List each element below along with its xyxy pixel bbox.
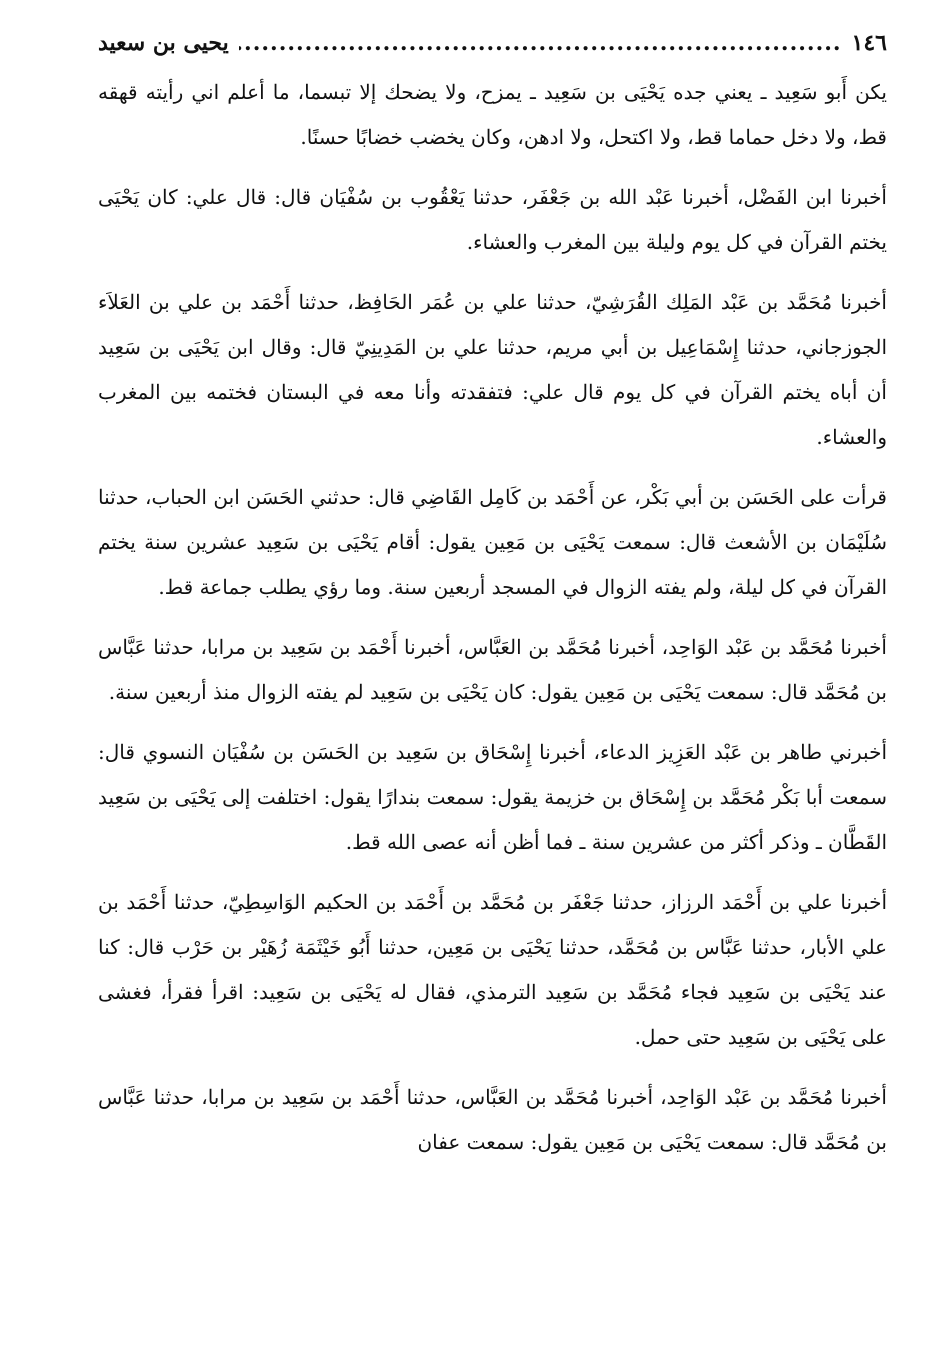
paragraph: أخبرنا علي بن أَحْمَد الرزاز، حدثنا جَعْفَر بن مُحَمَّد بن أَحْمَد بن الحكيم الوَاسِطِيّ، حدثنا أَحْمَد بن علي الأبار، حدثنا عَبَّاس بن مُحَمَّد، حدثنا يَحْيَى بن مَعِين، حدثنا أَبُو خَيْثَمَة زُهَيْر بن حَرْب قال: كنا عند يَحْيَى بن سَعِيد فجاء مُحَمَّد بن سَعِيد الترمذي، فقال له يَحْيَى بن سَعِيد: اقرأ فقرأ، فغشى على يَحْيَى بن سَعِيد حتى حمل. [98,890,887,1049]
paragraph: أخبرنا مُحَمَّد بن عَبْد المَلِك القُرَشِيّ، حدثنا علي بن عُمَر الحَافِظ، حدثنا أَحْمَد بن علي بن العَلاَء الجوزجاني، حدثنا إِسْمَاعِيل بن أبي مريم، حدثنا علي بن المَدِينِيّ قال: وقال ابن يَحْيَى بن سَعِيد أن أباه يختم القرآن في كل يوم قال علي: فتفقدته وأنا معه في البستان فختمه بين المغرب والعشاء. [98,290,887,449]
page-number: ١٤٦ [851,30,887,56]
page-body [98,70,887,1165]
paragraph: يكن أَبو سَعِيد ـ يعني جده يَحْيَى بن سَعِيد ـ يمزح، ولا يضحك إلا تبسما، ما أعلم اني رأيته قهقه قط، ولا دخل حماما قط، ولا اكتحل، ولا ادهن، وكان يخضب خضابًا حسنًا. [98,80,887,149]
running-head [98,30,887,70]
running-title: يحيى بن سعيد [98,30,229,56]
paragraph: أخبرنا مُحَمَّد بن عَبْد الوَاحِد، أخبرنا مُحَمَّد بن العَبَّاس، حدثنا أَحْمَد بن سَعِيد بن مرابا، حدثنا عَبَّاس بن مُحَمَّد قال: سمعت يَحْيَى بن مَعِين يقول: سمعت عفان [98,1085,887,1154]
dot-leader [239,30,842,56]
paragraph: أخبرني طاهر بن عَبْد العَزِيز الدعاء، أخبرنا إِسْحَاق بن سَعِيد بن الحَسَن بن سُفْيَان النسوي قال: سمعت أبا بَكْر مُحَمَّد بن إِسْحَاق بن خزيمة يقول: سمعت بندارًا يقول: اختلفت إلى يَحْيَى بن سَعِيد القَطَّان ـ وذكر أكثر من عشرين سنة ـ فما أظن أنه عصى الله قط. [98,740,887,854]
paragraph: أخبرنا ابن الفَضْل، أخبرنا عَبْد الله بن جَعْفَر، حدثنا يَعْقُوب بن سُفْيَان قال: قال علي: كان يَحْيَى يختم القرآن في كل يوم وليلة بين المغرب والعشاء. [98,185,887,254]
paragraph: قرأت على الحَسَن بن أبي بَكْر، عن أَحْمَد بن كَامِل القَاضِي قال: حدثني الحَسَن ابن الحباب، حدثنا سُلَيْمَان بن الأشعث قال: سمعت يَحْيَى بن مَعِين يقول: أقام يَحْيَى بن سَعِيد عشرين سنة يختم القرآن في كل ليلة، ولم يفته الزوال في المسجد أربعين سنة. وما رؤي يطلب جماعة قط. [98,485,887,599]
paragraph: أخبرنا مُحَمَّد بن عَبْد الوَاحِد، أخبرنا مُحَمَّد بن العَبَّاس، أخبرنا أَحْمَد بن سَعِيد بن مرابا، حدثنا عَبَّاس بن مُحَمَّد قال: سمعت يَحْيَى بن مَعِين يقول: كان يَحْيَى بن سَعِيد لم يفته الزوال منذ أربعين سنة. [98,635,887,704]
